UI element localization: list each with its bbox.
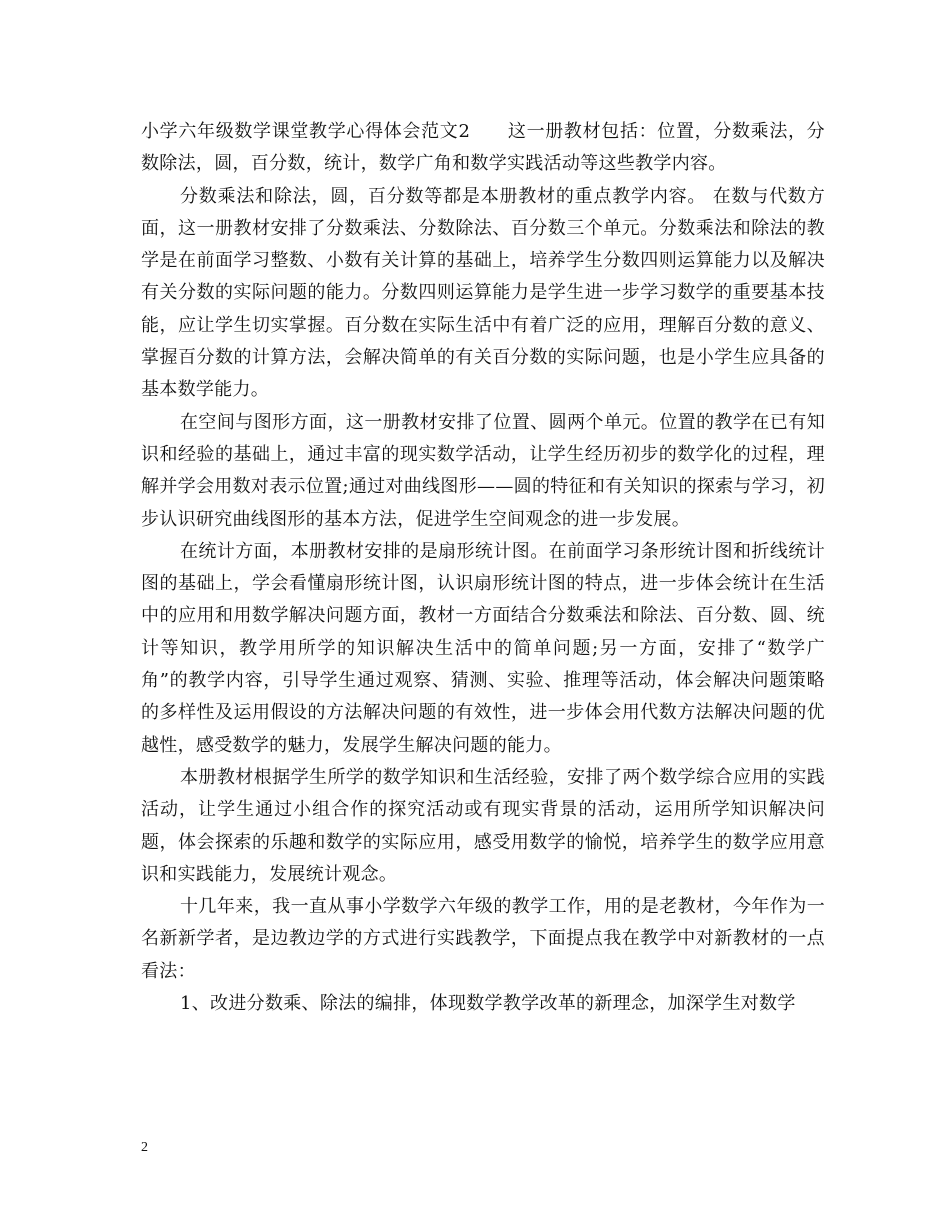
paragraph-teaching-experience: 十几年来，我一直从事小学数学六年级的教学工作，用的是老教材，今年作为一名新新学者，是边教边学的方式进行实践教学，下面提点我在教学中对新教材的一点看法： <box>141 896 825 982</box>
paragraph-practice-activities: 本册教材根据学生所学的数学知识和生活经验，安排了两个数学综合应用的实践活动，让学生通过小组合作的探究活动或有现实背景的活动，运用所学知识解决问题，体会探索的乐趣和数学的实际应用，感受用数学的愉悦，培养学生的数学应用意识和实践能力，发展统计观念。 <box>141 766 825 885</box>
paragraph-space-geometry: 在空间与图形方面，这一册教材安排了位置、圆两个单元。位置的教学在已有知识和经验的基础上，通过丰富的现实数学活动，让学生经历初步的数学化的过程，理解并学会用数对表示位置;通过对曲线图形——圆的特征和有关知识的探索与学习，初步认识研究曲线图形的基本方法，促进学生空间观念的进一步发展。 <box>141 411 825 530</box>
paragraph-point-one: 1、改进分数乘、除法的编排，体现数学教学改革的新理念，加深学生对数学 <box>180 993 796 1015</box>
paragraph-number-algebra: 分数乘法和除法，圆，百分数等都是本册教材的重点教学内容。 在数与代数方面，这一册教材安排了分数乘法、分数除法、百分数三个单元。分数乘法和除法的教学是在前面学习整数、小数有关计算的基础上，培养学生分数四则运算能力以及解决有关分数的实际问题的能力。分数四则运算能力是学生进一步学习数学的重要基本技能，应让学生切实掌握。百分数在实际生活中有着广泛的应用，理解百分数的意义、掌握百分数的计算方法，会解决简单的有关百分数的实际问题，也是小学生应具备的基本数学能力。 <box>141 185 825 401</box>
paragraph-statistics: 在统计方面，本册教材安排的是扇形统计图。在前面学习条形统计图和折线统计图的基础上，学会看懂扇形统计图，认识扇形统计图的特点，进一步体会统计在生活中的应用和用数学解决问题方面，教材一方面结合分数乘法和除法、百分数、圆、统计等知识，教学用所学的知识解决生活中的简单问题;另一方面，安排了“数学广角”的教学内容，引导学生通过观察、猜测、实验、推理等活动，体会解决问题策略的多样性及运用假设的方法解决问题的有效性，进一步体会用代数方法解决问题的优越性，感受数学的魅力，发展学生解决问题的能力。 <box>141 540 825 756</box>
document-body <box>141 116 825 1020</box>
paragraph-intro: 小学六年级数学课堂教学心得体会范文2 这一册教材包括：位置，分数乘法，分数除法，圆，百分数，统计，数学广角和数学实践活动等这些教学内容。 <box>141 121 825 175</box>
page-number: 2 <box>141 1140 148 1155</box>
